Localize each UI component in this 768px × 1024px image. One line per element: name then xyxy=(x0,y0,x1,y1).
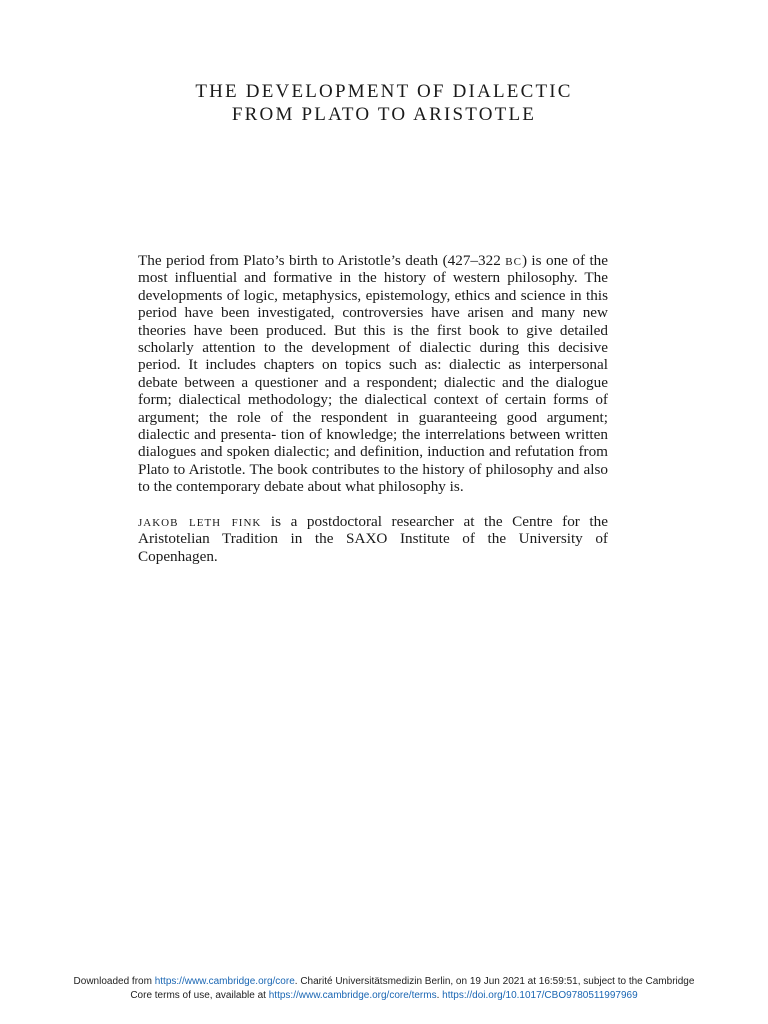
author-name: jakob leth fink xyxy=(138,512,262,530)
footer-terms-label: Core terms of use, available at xyxy=(130,990,269,1001)
footer-separator: . xyxy=(436,990,443,1001)
book-description xyxy=(138,252,608,565)
terms-link[interactable]: https://www.cambridge.org/core/terms xyxy=(268,990,437,1001)
footer-downloaded-label: Downloaded from xyxy=(73,976,155,987)
era-abbreviation: bc xyxy=(505,252,522,269)
author-paragraph xyxy=(138,513,608,565)
book-title-line-2: FROM PLATO TO ARISTOTLE xyxy=(231,104,537,125)
footer-line-1 xyxy=(0,975,768,989)
download-footer xyxy=(0,975,768,1003)
description-text-rest: ) is one of the most influential and formative in the history of western philosophy. The developments of logic, metaphysics, epistemology, ethics and science in this period have been investigated, controversies have arisen and many new theories have been produced. But this is the first book to give detailed scholarly attention to the development of dialectic during this decisive period. It includes chapters on topics such as: dialectic as interpersonal debate between a questioner and a respondent; dialectic and the dialogue form; dialectical methodology; the dialectical context of certain forms of argument; the role of the respondent in guaranteeing good argument; dialectic and presenta- tion of knowledge; the interrelations between written dialogues and spoken dialectic; and definition, induction and refutation from Plato to Aristotle. The book contributes to the history of philosophy and also to the contemporary debate about what philosophy is. xyxy=(138,252,608,496)
cambridge-core-link[interactable]: https://www.cambridge.org/core xyxy=(154,976,295,987)
book-title-line-1: THE DEVELOPMENT OF DIALECTIC xyxy=(195,81,573,102)
author-bio: is a postdoctoral researcher at the Centre for the Aristotelian Tradition in the SAXO Institute of the University of Copenhagen. xyxy=(138,512,608,565)
doi-link[interactable]: https://doi.org/10.1017/CBO9780511997969 xyxy=(442,990,638,1001)
description-paragraph xyxy=(138,252,608,496)
book-title xyxy=(0,80,768,126)
description-text-start: The period from Plato’s birth to Aristotle’s death (427–322 xyxy=(138,252,506,269)
footer-line-2 xyxy=(0,989,768,1003)
footer-access-note: . Charité Universitätsmedizin Berlin, on 19 Jun 2021 at 16:59:51, subject to the Cambridge xyxy=(294,976,695,987)
